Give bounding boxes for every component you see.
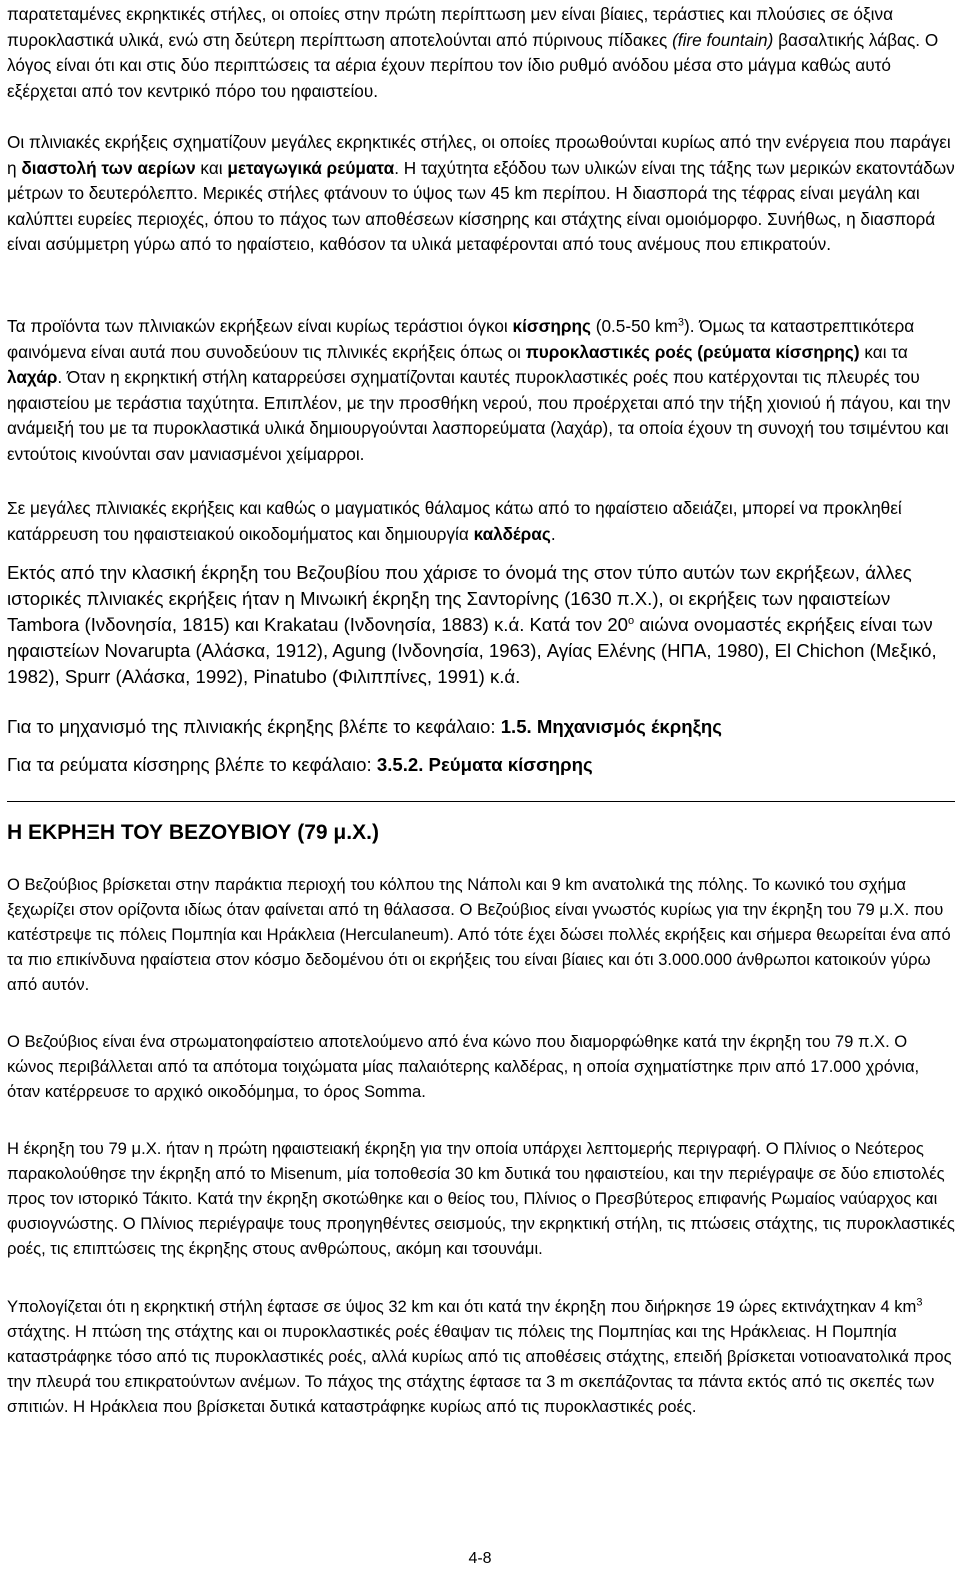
text-span: Εκτός από την κλασική έκρηξη του Βεζουβίου που χάρισε το όνομά της στον τύπο αυτών των εκρήξεων, άλλες ιστορικές πλινιακές εκρήξεις ήταν η Μινωική έκρηξη της Σαντορίνης (1630 π.Χ.), οι εκρήξεις των ηφαιστείων Tambora (Ινδονησία, 1815) και Krakatau (Ινδονησία, 1883) κ.ά. Κατά τον 20 — [7, 562, 912, 635]
page-number: 4-8 — [468, 1550, 492, 1567]
bold-term-gas-expansion: διαστολή των αερίων — [21, 157, 196, 178]
text-span: Για τα ρεύματα κίσσηρης βλέπε το κεφάλαιο: — [7, 754, 377, 775]
chapter-link-eruption-mechanism: 1.5. Μηχανισμός έκρηξης — [500, 716, 722, 737]
italic-term-fire-fountain: (fire fountain) — [672, 29, 774, 50]
reference-mechanism — [7, 714, 955, 740]
text-span: βασαλτικής λάβας. Ο λόγος είναι ότι και στις δύο περιπτώσεις τα αέρια έχουν περίπου τον ίδιο ρυθμό ανόδου μέσα στο μάγμα καθώς αυτό εξέρχεται από τον κεντρικό πόρο του ηφαιστείου. — [7, 29, 939, 101]
text-span: Σε μεγάλες πλινιακές εκρήξεις και καθώς ο μαγματικός θάλαμος κάτω από το ηφαίστειο αδειάζει, μπορεί να προκληθεί κατάρρευση του ηφαιστειακού οικοδομήματος και δημιουργία — [7, 498, 902, 544]
text-span: αιώνα ονομαστές εκρήξεις είναι των ηφαιστείων Novarupta (Αλάσκα, 1912), Agung (Ινδονησία, 1963), Αγίας Ελένης (ΗΠΑ, 1980), El Chichon (Μεξικό, 1982), Spurr (Αλάσκα, 1992), Pinatubo (Φιλιππίνες, 1991) κ.ά. — [7, 614, 937, 687]
text-span: . Όταν η εκρηκτική στήλη καταρρεύσει σχηματίζονται καυτές πυροκλαστικές ροές που κατέρχονται τις πλευρές του ηφαιστείου με τεράστια ταχύτητα. Επιπλέον, με την προσθήκη νερού, που προέρχεται από την τήξη χιονιού ή πάγου, και την ανάμειξή του με τα πυροκλαστικά υλικά δημιουργούνται λασπορεύματα (λαχάρ), τα οποία έχουν τη συνοχή του τσιμέντου και εντούτοις κινούνται σαν μανιασμένοι χείμαρροι. — [7, 367, 951, 464]
text-span: (0.5-50 km — [590, 316, 678, 336]
text-span: παρατεταμένες εκρηκτικές στήλες, οι οποίες στην πρώτη περίπτωση μεν είναι βίαιες, τεράστιες και πλούσιες σε όξινα πυροκλαστικά υλικά, ενώ στη δεύτερη περίπτωση αποτελούνται από πύρινους πίδακες — [7, 4, 894, 50]
paragraph-eruption-columns — [7, 2, 955, 104]
section-heading: Η ΕΚΡΗΞΗ ΤΟΥ ΒΕΖΟΥΒΙΟΥ (79 μ.Χ.) — [7, 821, 379, 844]
paragraph-plinian-products — [7, 314, 955, 467]
text-span: και τα — [859, 341, 908, 362]
text-span: . Η ταχύτητα εξόδου των υλικών είναι της τάξης των μερικών εκατοντάδων μέτρων το δευτερόλεπτο. Μερικές στήλες φτάνουν το ύψος των 45 km περίπου. Η διασπορά της τέφρας είναι μεγάλη και καλύπτει ευρείες περιοχές, όπου το πάχος των αποθέσεων κίσσηρης και στάχτης είναι ομοιόμορφο. Συνήθως, η διασπορά είναι ασύμμετρη γύρω από το ηφαίστειο, καθόσον τα υλικά μεταφέρονται από τους ανέμους που επικρατούν. — [7, 157, 955, 254]
text-span: Υπολογίζεται ότι η εκρηκτική στήλη έφτασε σε ύψος 32 km και ότι κατά την έκρηξη που διήρκησε 19 ώρες εκτινάχτηκαν 4 km — [7, 1297, 917, 1316]
bold-term-pyroclastic-flows: πυροκλαστικές ροές (ρεύματα κίσσηρης) — [525, 341, 860, 362]
chapter-link-pumice-flows: 3.5.2. Ρεύματα κίσσηρης — [376, 754, 593, 775]
paragraph-caldera — [7, 496, 955, 547]
text-span: Τα προϊόντα των πλινιακών εκρήξεων είναι κυρίως τεράστιοι όγκοι — [7, 316, 513, 336]
superscript: 3 — [677, 316, 685, 329]
text-span: ). Όμως τα καταστρεπτικότερα φαινόμενα είναι αυτά που συνοδεύουν τις πλινικές εκρήξεις όπως οι — [7, 316, 915, 362]
bold-term-caldera: καλδέρας — [473, 523, 551, 544]
paragraph-pliny-account: Η έκρηξη του 79 μ.Χ. ήταν η πρώτη ηφαιστειακή έκρηξη για την οποία υπάρχει λεπτομερής περιγραφή. Ο Πλίνιος ο Νεότερος παρακολούθησε την έκρηξη από το Misenum, μία τοποθεσία 30 km δυτικά του ηφαιστείου, και την περιέγραψε σε δύο επιστολές προς τον ιστορικό Τάκιτο. Κατά την έκρηξη σκοτώθηκε και ο θείος του, Πλίνιος ο Πρεσβύτερος επιφανής Ρωμαίος ναύαρχος και φυσιογνώστης. Ο Πλίνιος περιέγραψε τους προηγηθέντες σεισμούς, την εκρηκτική στήλη, τις πτώσεις στάχτης, τις πυροκλαστικές ροές, τις επιπτώσεις της έκρηξης στους ανθρώπους, ακόμη και τσουνάμι. — [7, 1139, 955, 1258]
paragraph-vesuvius-structure: Ο Βεζούβιος είναι ένα στρωματοηφαίστειο αποτελούμενο από ένα κώνο που διαμορφώθηκε κατά την έκρηξη του 79 π.Χ. Ο κώνος περιβάλλεται από τα απότομα τοιχώματα μίας παλαιότερης καλδέρας, η οποία σχηματίστηκε πριν από 17.000 χρόνια, όταν κατέρρευσε το αρχικό οικοδόμημα, το όρος Somma. — [7, 1032, 920, 1101]
paragraph-plinian-columns — [7, 130, 955, 258]
text-span: στάχτης. Η πτώση της στάχτης και οι πυροκλαστικές ροές έθαψαν τις πόλεις της Πομπηίας και της Ηράκλειας. Η Πομπηία καταστράφηκε τόσο από τις πυροκλαστικές ροές, αλλά κυρίως από τις αποθέσεις στάχτης, επειδή βρίσκεται νοτιοανατολικά προς την πλευρά του επικρατούντων ανέμων. Το πάχος της στάχτης έφτασε τα 3 m σκεπάζοντας τα πάντα εκτός από τις σκεπές των σπιτιών. Η Ηράκλεια που βρίσκεται δυτικά καταστράφηκε κυρίως από τις πυροκλαστικές ροές. — [7, 1322, 952, 1416]
paragraph-eruption-effects — [7, 1294, 955, 1419]
paragraph-historic-eruptions — [7, 560, 955, 690]
text-span: και — [195, 157, 228, 178]
superscript: ο — [628, 614, 635, 627]
reference-pumice-flows — [7, 752, 955, 778]
paragraph-vesuvius-location: Ο Βεζούβιος βρίσκεται στην παράκτια περιοχή του κόλπου της Νάπολι και 9 km ανατολικά της πόλης. Το κωνικό του σχήμα ξεχωρίζει στον ορίζοντα ιδίως όταν φαίνεται από τη θάλασσα. Ο Βεζούβιος είναι γνωστός κυρίως για την έκρηξη του 79 μ.Χ. που κατέστρεψε τις πόλεις Πομπηία και Ηράκλεια (Herculaneum). Από τότε έχει δώσει πολλές εκρήξεις και σήμερα θεωρείται ένα από τα πιο επικίνδυνα ηφαίστεια στον κόσμο δεδομένου ότι οι εκρήξεις του είναι βίαιες και ότι 3.000.000 άνθρωποι κατοικούν γύρω από αυτόν. — [7, 875, 951, 994]
text-span: . — [550, 523, 556, 544]
superscript: 3 — [916, 1296, 923, 1309]
text-span: Για το μηχανισμό της πλινιακής έκρηξης βλέπε το κεφάλαιο: — [7, 716, 501, 737]
text-span: Οι πλινιακές εκρήξεις σχηματίζουν μεγάλες εκρηκτικές στήλες, οι οποίες προωθούνται κυρίως από την ενέργεια που παράγει η — [7, 132, 951, 178]
bold-term-lahar: λαχάρ — [7, 367, 58, 387]
section-divider — [7, 801, 955, 802]
bold-term-convection-currents: μεταγωγικά ρεύματα — [227, 157, 395, 178]
bold-term-pumice: κίσσηρης — [512, 316, 591, 336]
